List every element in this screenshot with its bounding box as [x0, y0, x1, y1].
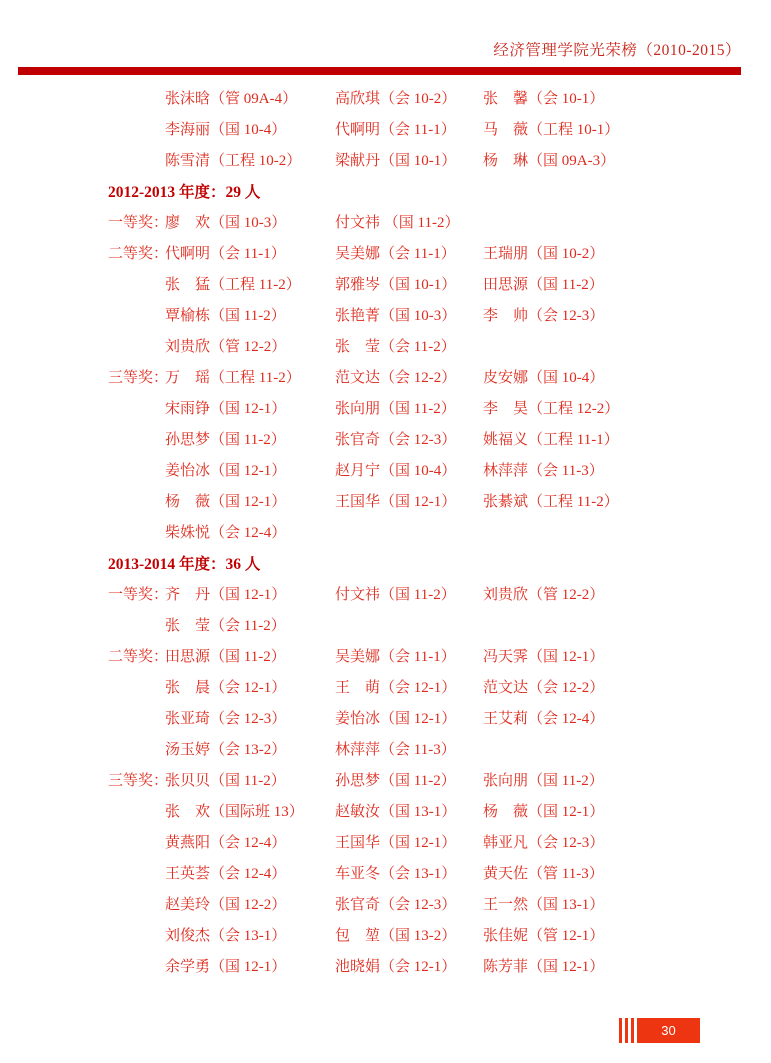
student-entry: 皮安娜（国 10-4）	[483, 370, 605, 386]
student-entry: 付文祎（国 11-2）	[335, 587, 456, 603]
page-number: 30	[661, 1023, 676, 1038]
honor-roll-row	[108, 394, 765, 425]
student-entry: 梁献丹（国 10-1）	[335, 153, 457, 169]
honor-roll-row	[108, 146, 765, 177]
student-entry: 覃榆栋（国 11-2）	[165, 308, 286, 324]
student-entry: 赵敏汝（国 13-1）	[335, 804, 457, 820]
student-entry: 林萍萍（会 11-3）	[483, 463, 604, 479]
student-entry: 张沫晗（管 09A-4）	[165, 91, 298, 107]
student-entry: 包 堃（国 13-2）	[335, 928, 457, 944]
student-entry: 田思源（国 11-2）	[483, 277, 604, 293]
student-entry: 王国华（国 12-1）	[335, 494, 457, 510]
student-entry: 王艾莉（会 12-4）	[483, 711, 605, 727]
student-entry: 李 帅（会 12-3）	[483, 308, 605, 324]
student-entry: 陈雪清（工程 10-2）	[165, 153, 302, 169]
student-entry: 张 欢（国际班 13）	[165, 804, 304, 820]
honor-roll-row	[108, 518, 765, 549]
student-entry: 汤玉婷（会 13-2）	[165, 742, 287, 758]
student-entry: 张綦斌（工程 11-2）	[483, 494, 619, 510]
student-entry: 廖 欢（国 10-3）	[165, 215, 287, 231]
student-entry: 姜怡冰（国 12-1）	[335, 711, 457, 727]
honor-roll-row	[108, 487, 765, 518]
student-entry: 张亚琦（会 12-3）	[165, 711, 287, 727]
student-entry: 郭雅岑（国 10-1）	[335, 277, 457, 293]
student-entry: 林萍萍（会 11-3）	[335, 742, 456, 758]
honor-roll-row	[108, 766, 765, 797]
honor-roll-row	[108, 642, 765, 673]
honor-roll-content	[108, 84, 765, 983]
student-entry: 张向朋（国 11-2）	[335, 401, 456, 417]
award-tier-label: 一等奖：	[108, 215, 169, 231]
student-entry: 张艳菁（国 10-3）	[335, 308, 457, 324]
honor-roll-row	[108, 890, 765, 921]
student-entry: 孙思梦（国 11-2）	[165, 432, 286, 448]
honor-roll-row	[108, 580, 765, 611]
student-entry: 王 萌（会 12-1）	[335, 680, 457, 696]
student-entry: 宋雨铮（国 12-1）	[165, 401, 287, 417]
honor-roll-row	[108, 115, 765, 146]
student-entry: 王国华（国 12-1）	[335, 835, 457, 851]
award-tier-label: 三等奖：	[108, 370, 169, 386]
student-entry: 张佳妮（管 12-1）	[483, 928, 605, 944]
honor-roll-row	[108, 301, 765, 332]
student-entry: 田思源（国 11-2）	[165, 649, 286, 665]
honor-roll-row	[108, 84, 765, 115]
student-entry: 范文达（会 12-2）	[483, 680, 605, 696]
student-entry: 范文达（会 12-2）	[335, 370, 457, 386]
honor-roll-row	[108, 456, 765, 487]
student-entry: 柴姝悦（会 12-4）	[165, 525, 287, 541]
honor-roll-row	[108, 859, 765, 890]
student-entry: 张 莹（会 11-2）	[335, 339, 456, 355]
header-rule	[18, 67, 741, 75]
award-tier-label: 一等奖：	[108, 587, 169, 603]
footer-stripe	[625, 1018, 628, 1043]
student-entry: 赵美玲（国 12-2）	[165, 897, 287, 913]
year-heading: 2012-2013 年度：29 人	[108, 184, 261, 201]
award-tier-label: 三等奖：	[108, 773, 169, 789]
student-entry: 韩亚凡（会 12-3）	[483, 835, 605, 851]
honor-roll-row	[108, 704, 765, 735]
student-entry: 张 猛（工程 11-2）	[165, 277, 301, 293]
honor-roll-row	[108, 735, 765, 766]
footer-stripe	[631, 1018, 634, 1043]
honor-roll-row	[108, 673, 765, 704]
honor-roll-row	[108, 611, 765, 642]
student-entry: 赵月宁（国 10-4）	[335, 463, 457, 479]
footer-stripe	[619, 1018, 622, 1043]
student-entry: 万 瑶（工程 11-2）	[165, 370, 301, 386]
honor-roll-row	[108, 239, 765, 270]
student-entry: 张贝贝（国 11-2）	[165, 773, 286, 789]
honor-roll-row	[108, 797, 765, 828]
student-entry: 高欣琪（会 10-2）	[335, 91, 457, 107]
honor-roll-row	[108, 921, 765, 952]
student-entry: 张向朋（国 11-2）	[483, 773, 604, 789]
student-entry: 张官奇（会 12-3）	[335, 897, 457, 913]
student-entry: 代啊明（会 11-1）	[165, 246, 286, 262]
student-entry: 池晓娟（会 12-1）	[335, 959, 457, 975]
student-entry: 刘贵欣（管 12-2）	[165, 339, 287, 355]
student-entry: 张 晨（会 12-1）	[165, 680, 287, 696]
student-entry: 张 馨（会 10-1）	[483, 91, 605, 107]
footer-stripes-icon	[619, 1018, 634, 1043]
student-entry: 杨 薇（国 12-1）	[483, 804, 605, 820]
student-entry: 代啊明（会 11-1）	[335, 122, 456, 138]
student-entry: 吴美娜（会 11-1）	[335, 649, 456, 665]
student-entry: 黄燕阳（会 12-4）	[165, 835, 287, 851]
student-entry: 杨 薇（国 12-1）	[165, 494, 287, 510]
student-entry: 车亚冬（会 13-1）	[335, 866, 457, 882]
page-header-title: 经济管理学院光荣榜（2010-2015）	[493, 42, 741, 59]
student-entry: 黄天佐（管 11-3）	[483, 866, 604, 882]
student-entry: 余学勇（国 12-1）	[165, 959, 287, 975]
student-entry: 王一然（国 13-1）	[483, 897, 605, 913]
honor-roll-row	[108, 332, 765, 363]
student-entry: 孙思梦（国 11-2）	[335, 773, 456, 789]
award-tier-label: 二等奖：	[108, 246, 169, 262]
student-entry: 付文祎 （国 11-2）	[335, 215, 460, 231]
year-heading: 2013-2014 年度：36 人	[108, 556, 261, 573]
student-entry: 李海丽（国 10-4）	[165, 122, 287, 138]
honor-roll-row	[108, 270, 765, 301]
student-entry: 刘俊杰（会 13-1）	[165, 928, 287, 944]
student-entry: 杨 琳（国 09A-3）	[483, 153, 616, 169]
student-entry: 李 昊（工程 12-2）	[483, 401, 620, 417]
honor-roll-row	[108, 425, 765, 456]
student-entry: 刘贵欣（管 12-2）	[483, 587, 605, 603]
student-entry: 吴美娜（会 11-1）	[335, 246, 456, 262]
honor-roll-row	[108, 828, 765, 859]
page-number-badge	[637, 1018, 700, 1043]
student-entry: 张 莹（会 11-2）	[165, 618, 286, 634]
award-tier-label: 二等奖：	[108, 649, 169, 665]
student-entry: 陈芳菲（国 12-1）	[483, 959, 605, 975]
student-entry: 齐 丹（国 12-1）	[165, 587, 287, 603]
honor-roll-row	[108, 363, 765, 394]
honor-roll-row	[108, 952, 765, 983]
student-entry: 马 薇（工程 10-1）	[483, 122, 620, 138]
student-entry: 王英荟（会 12-4）	[165, 866, 287, 882]
student-entry: 冯天霁（国 12-1）	[483, 649, 605, 665]
student-entry: 姜怡冰（国 12-1）	[165, 463, 287, 479]
student-entry: 王瑞朋（国 10-2）	[483, 246, 605, 262]
honor-roll-row	[108, 208, 765, 239]
student-entry: 姚福义（工程 11-1）	[483, 432, 619, 448]
student-entry: 张官奇（会 12-3）	[335, 432, 457, 448]
